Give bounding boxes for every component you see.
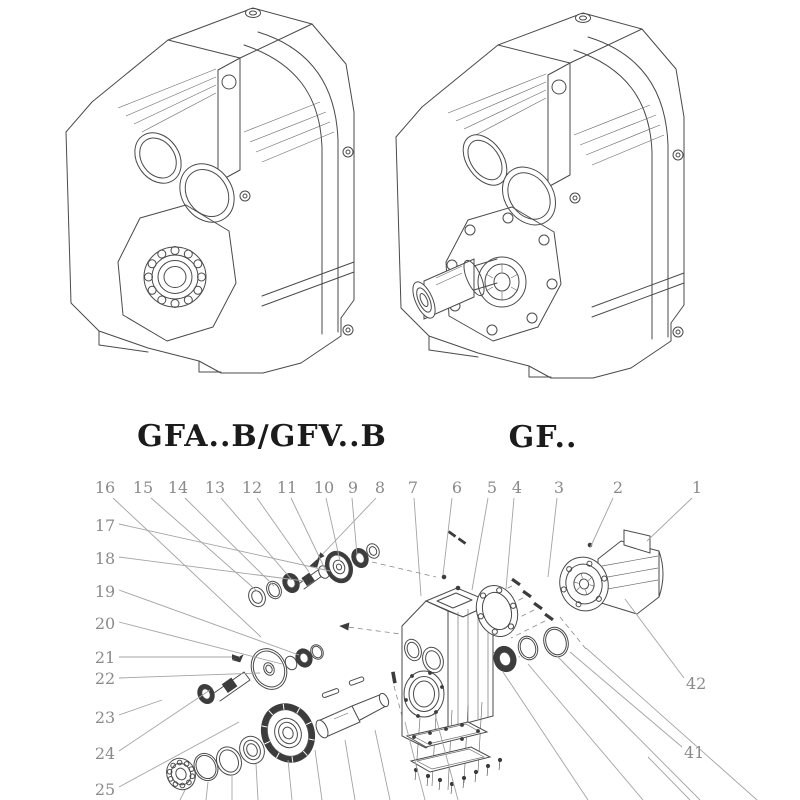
callout-number-16: 16 xyxy=(94,478,116,497)
right-model-label: GF.. xyxy=(508,420,578,455)
leader-line-3 xyxy=(548,498,557,577)
leader-line-2 xyxy=(590,498,613,548)
cutoff-leader-line xyxy=(315,750,322,800)
leader-line-1 xyxy=(647,498,692,541)
callout-number-42: 42 xyxy=(686,674,707,693)
cutoff-leader-line xyxy=(256,764,258,800)
input-shaft-assembly xyxy=(246,542,382,610)
callout-number-24: 24 xyxy=(94,744,116,763)
leader-line-23 xyxy=(119,700,162,715)
cutoff-leader-line xyxy=(586,648,757,800)
leader-line-7 xyxy=(414,498,421,596)
dashed-axis-arrow xyxy=(340,623,349,630)
callout-number-19: 19 xyxy=(94,582,116,601)
callout-number-18: 18 xyxy=(94,549,116,568)
callout-number-12: 12 xyxy=(241,478,263,497)
leader-line-42 xyxy=(625,599,684,678)
cutoff-leader-line xyxy=(375,730,390,800)
leader-line-5 xyxy=(472,498,488,590)
cutoff-leader-line xyxy=(180,790,185,800)
cutoff-leader-line xyxy=(557,656,700,800)
callout-number-22: 22 xyxy=(94,669,116,688)
callout-number-25: 25 xyxy=(94,780,116,799)
cutoff-leader-line xyxy=(345,740,355,800)
callout-number-13: 13 xyxy=(204,478,226,497)
callout-number-41: 41 xyxy=(684,743,705,762)
callout-number-17: 17 xyxy=(94,516,116,535)
leader-line-41 xyxy=(570,652,682,747)
callout-number-20: 20 xyxy=(94,614,116,633)
leader-line-15 xyxy=(151,498,257,591)
cutoff-leader-line xyxy=(648,757,690,800)
leader-line-20 xyxy=(119,622,282,664)
callout-number-3: 3 xyxy=(553,478,565,497)
callout-number-1: 1 xyxy=(691,478,703,497)
leader-line-24 xyxy=(119,690,210,751)
callout-number-10: 10 xyxy=(313,478,335,497)
leader-line-17 xyxy=(119,524,330,571)
callout-number-11: 11 xyxy=(276,478,298,497)
callout-number-5: 5 xyxy=(486,478,498,497)
reducer-left-drawing xyxy=(66,8,354,373)
exploded-parts-diagram xyxy=(95,478,757,800)
cutoff-leader-line xyxy=(503,672,588,800)
motor-assembly xyxy=(554,530,663,616)
leader-line-4 xyxy=(506,498,514,589)
callout-number-8: 8 xyxy=(374,478,386,497)
callout-number-14: 14 xyxy=(167,478,189,497)
callout-number-6: 6 xyxy=(451,478,463,497)
leader-line-9 xyxy=(352,498,357,555)
callout-number-2: 2 xyxy=(612,478,624,497)
leader-line-11 xyxy=(291,498,325,569)
reducer-right-drawing xyxy=(396,13,684,378)
callout-number-15: 15 xyxy=(132,478,154,497)
left-model-label: GFA..B/GFV..B xyxy=(137,419,387,454)
callout-number-7: 7 xyxy=(407,478,419,497)
leader-line-18 xyxy=(119,557,304,581)
callout-number-9: 9 xyxy=(347,478,359,497)
output-shaft-assembly xyxy=(162,672,397,795)
cutoff-leader-line xyxy=(206,782,208,800)
callout-number-4: 4 xyxy=(511,478,523,497)
callout-number-23: 23 xyxy=(94,708,116,727)
leader-line-13 xyxy=(221,498,292,580)
leader-line-6 xyxy=(443,498,452,575)
callout-number-21: 21 xyxy=(94,648,116,667)
cutoff-leader-line xyxy=(288,760,292,800)
gearbox-housing xyxy=(402,531,572,748)
